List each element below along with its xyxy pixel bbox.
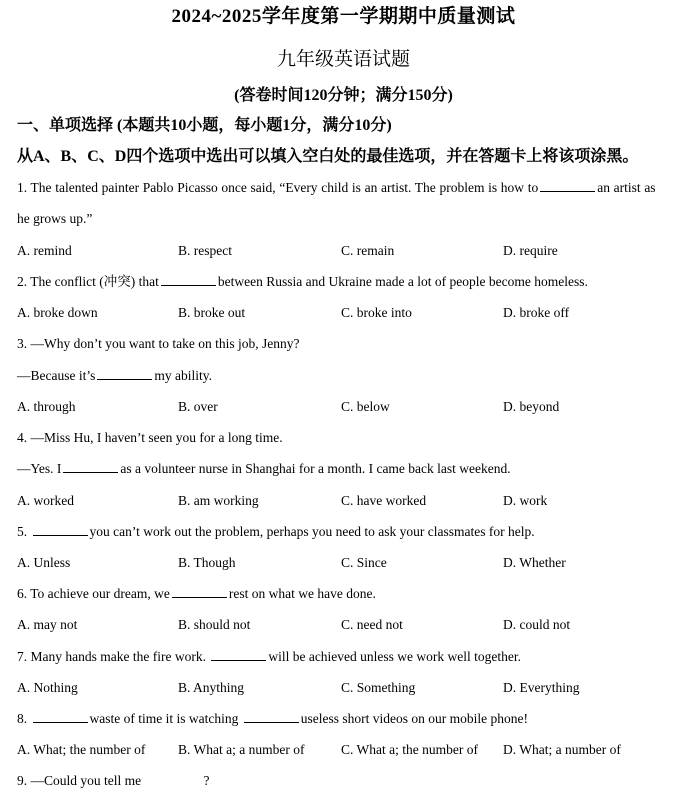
question-3-stem: 3. —Why don’t you want to take on this job, Jenny? [17, 336, 300, 351]
option-b: B. am working [178, 493, 259, 508]
option-c: C. below [341, 399, 390, 414]
option-d: D. work [503, 493, 548, 508]
question-1-stem: 1. The talented painter Pablo Picasso once said, “Every child is an artist. The problem is how to an artist as [17, 180, 656, 195]
option-c: C. Something [341, 680, 416, 695]
question-1-stem-continued: he grows up.” [17, 211, 93, 226]
option-a: A. Nothing [17, 680, 78, 695]
question-5-options [17, 553, 677, 573]
question-2-stem: 2. The conflict (冲突) that between Russia and Ukraine made a lot of people become homeless. [17, 274, 588, 289]
question-3-options [17, 397, 677, 417]
option-b: B. should not [178, 617, 251, 632]
option-a: A. What; the number of [17, 742, 146, 757]
question-7-stem: 7. Many hands make the fire work. will be achieved unless we work well together. [17, 649, 522, 664]
option-b: B. Though [178, 555, 236, 570]
option-c: C. need not [341, 617, 403, 632]
question-7-options [17, 678, 677, 698]
question-8-stem: 8. waste of time it is watching useless short videos on our mobile phone! [17, 711, 528, 726]
section-heading: 一、单项选择 (本题共10小题，每小题1分，满分10分) [17, 117, 392, 134]
option-a: A. broke down [17, 305, 98, 320]
answer-blank [33, 709, 88, 723]
option-b: B. over [178, 399, 218, 414]
option-a: A. remind [17, 243, 72, 258]
question-4-options [17, 491, 677, 511]
exam-title: 2024~2025学年度第一学期期中质量测试 [171, 6, 516, 27]
option-d: D. What; a number of [503, 742, 621, 757]
option-d: D. Everything [503, 680, 580, 695]
question-6-options [17, 615, 677, 635]
answer-blank [63, 459, 118, 473]
option-a: A. through [17, 399, 76, 414]
question-9-stem: 9. —Could you tell me ? [17, 773, 210, 788]
question-5-stem: 5. you can’t work out the problem, perhaps you need to ask your classmates for help. [17, 524, 535, 539]
option-d: D. beyond [503, 399, 560, 414]
option-a: A. Unless [17, 555, 71, 570]
option-c: C. What a; the number of [341, 742, 478, 757]
option-c: C. Since [341, 555, 387, 570]
answer-blank [172, 584, 227, 598]
option-c: C. remain [341, 243, 395, 258]
question-6-stem: 6. To achieve our dream, we rest on what we have done. [17, 586, 376, 601]
answer-blank [244, 709, 299, 723]
section-instruction: 从A、B、C、D四个选项中选出可以填入空白处的最佳选项，并在答题卡上将该项涂黑。 [17, 148, 639, 165]
exam-info: (答卷时间120分钟；满分150分) [234, 87, 453, 104]
option-a: A. worked [17, 493, 74, 508]
question-1-options [17, 241, 677, 261]
option-d: D. broke off [503, 305, 570, 320]
option-a: A. may not [17, 617, 78, 632]
option-c: C. broke into [341, 305, 412, 320]
option-b: B. What a; a number of [178, 742, 305, 757]
question-4-stem: 4. —Miss Hu, I haven’t seen you for a long time. [17, 430, 283, 445]
option-b: B. respect [178, 243, 232, 258]
answer-blank [540, 178, 595, 192]
answer-blank [147, 771, 202, 785]
answer-blank [211, 647, 266, 661]
option-c: C. have worked [341, 493, 427, 508]
option-d: D. could not [503, 617, 571, 632]
exam-subtitle: 九年级英语试题 [276, 49, 410, 70]
answer-blank [33, 522, 88, 536]
answer-blank [97, 366, 152, 380]
option-d: D. Whether [503, 555, 566, 570]
option-b: B. Anything [178, 680, 245, 695]
question-8-options [17, 740, 677, 760]
option-b: B. broke out [178, 305, 246, 320]
question-2-options [17, 303, 677, 323]
option-d: D. require [503, 243, 558, 258]
answer-blank [161, 272, 216, 286]
question-3-response: —Because it’s my ability. [17, 368, 212, 383]
question-4-response: —Yes. I as a volunteer nurse in Shanghai for a month. I came back last weekend. [17, 461, 511, 476]
